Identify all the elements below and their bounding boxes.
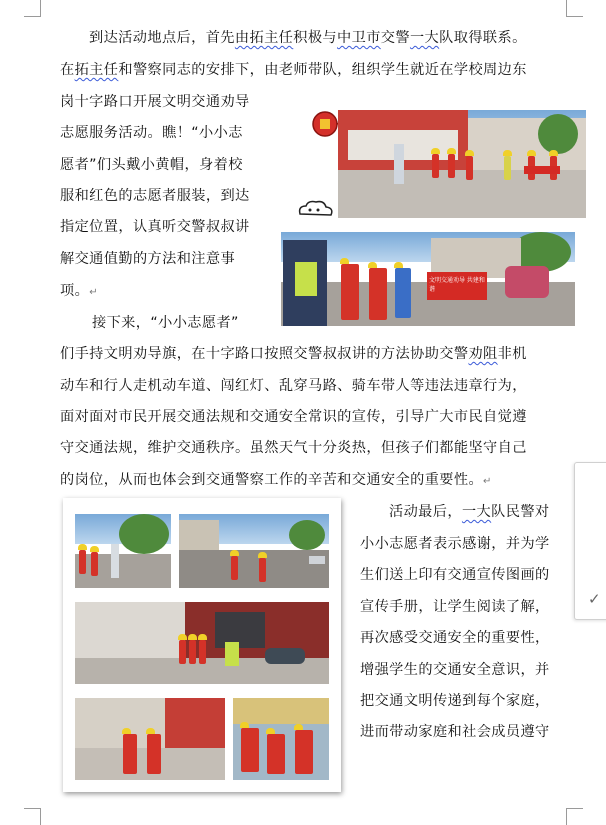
crop-mark-top-left <box>24 0 41 17</box>
spellcheck-word[interactable]: 一大 <box>409 30 440 46</box>
collage-photo-2[interactable] <box>179 514 329 588</box>
photo-banner-text: 文明交通劝导 共建和谐 <box>429 277 485 293</box>
spellcheck-word[interactable]: 由拓主任 <box>234 30 294 46</box>
paragraph-1-line-3[interactable]: 岗十字路口开展文明交通劝导 <box>60 94 250 110</box>
paragraph-2-line-6[interactable] <box>60 470 492 492</box>
paragraph-1-line-1[interactable] <box>89 28 527 48</box>
paragraph-1-line-5[interactable]: 愿者”们头戴小黄帽，身着校 <box>60 157 243 173</box>
photo-crossing-briefing[interactable] <box>338 110 586 218</box>
paragraph-1-line-2[interactable] <box>60 60 527 80</box>
photo-police-briefing[interactable] <box>281 232 575 326</box>
text: 非机 <box>497 346 527 362</box>
cloud-sticker-icon <box>296 198 336 218</box>
paragraph-2-line-3[interactable]: 动车和行人走机动车道、闯红灯、乱穿马路、骑车带人等违法违章行为， <box>60 378 527 394</box>
paragraph-3-line-7[interactable]: 把交通文明传递到每个家庭， <box>360 693 550 709</box>
text: 队民警对 <box>491 504 550 520</box>
paragraph-mark: ↵ <box>483 476 492 487</box>
text: 们手持文明劝导旗，在十字路口按照交警叔叔讲的方法协助交警 <box>60 346 469 362</box>
photo-collage[interactable] <box>63 498 341 792</box>
paragraph-2-line-5[interactable]: 守交通法规，维护交通秩序。虽然天气十分炎热，但孩子们都能坚守自己 <box>60 440 527 456</box>
collage-photo-3[interactable] <box>75 602 329 684</box>
text: 积极与 <box>293 30 338 46</box>
paragraph-3-line-8[interactable]: 进而带动家庭和社会成员遵守 <box>360 724 550 740</box>
paragraph-mark: ↵ <box>89 287 98 298</box>
spellcheck-word[interactable]: 中卫市 <box>337 30 381 46</box>
paragraph-3-line-1[interactable] <box>389 502 550 522</box>
paragraph-2-line-4[interactable]: 面对面对市民开展交通法规和交通安全常识的宣传，引导广大市民自觉遵 <box>60 409 527 425</box>
paragraph-3-line-5[interactable]: 再次感受交通安全的重要性， <box>360 630 550 646</box>
paragraph-1-line-8[interactable]: 解交通值勤的方法和注意事 <box>60 251 236 267</box>
paragraph-3-line-6[interactable]: 增强学生的交通安全意识，并 <box>360 662 550 678</box>
text: 项。 <box>60 283 90 299</box>
paragraph-3-line-4[interactable]: 宣传手册，让学生阅读了解， <box>360 599 550 615</box>
paragraph-3-line-2[interactable]: 小小志愿者表示感谢，并为学 <box>360 536 550 552</box>
paragraph-1-line-7[interactable]: 指定位置，认真听交警叔叔讲 <box>60 219 250 235</box>
text: 在 <box>60 62 75 78</box>
collage-photo-4[interactable] <box>75 698 225 780</box>
paragraph-1-line-4[interactable]: 志愿服务活动。瞧！“小小志 <box>60 125 243 141</box>
collage-photo-5[interactable] <box>233 698 329 780</box>
text: 到达活动地点后，首先 <box>89 30 235 46</box>
text: 队取得联系。 <box>439 30 527 46</box>
paragraph-1-line-6[interactable]: 服和红色的志愿者服装，到达 <box>60 188 250 204</box>
spellcheck-word[interactable]: 拓主任 <box>74 62 119 78</box>
paragraph-3-line-3[interactable]: 生们送上印有交通宣传图画的 <box>360 567 550 583</box>
text: 的岗位，从而也体会到交通警察工作的辛苦和交通安全的重要性。 <box>60 472 484 488</box>
spellcheck-word[interactable]: 一大 <box>461 504 492 520</box>
spellcheck-word[interactable]: 劝阻 <box>468 346 498 362</box>
text: 活动最后， <box>389 504 462 520</box>
crop-mark-bottom-right <box>566 808 583 825</box>
side-panel-tab[interactable] <box>574 462 606 620</box>
text: 交警 <box>380 30 410 46</box>
crop-mark-bottom-left <box>24 808 41 825</box>
paragraph-1-line-9[interactable] <box>60 281 98 303</box>
paragraph-2-line-1[interactable]: 接下来，“小小志愿者” <box>92 315 239 331</box>
crop-mark-top-right <box>566 0 583 17</box>
paragraph-2-line-2[interactable] <box>60 344 527 364</box>
collage-photo-1[interactable] <box>75 514 171 588</box>
text: 和警察同志的安排下，由老师带队，组织学生就近在学校周边东 <box>118 62 527 78</box>
check-icon[interactable]: ✓ <box>588 590 601 608</box>
